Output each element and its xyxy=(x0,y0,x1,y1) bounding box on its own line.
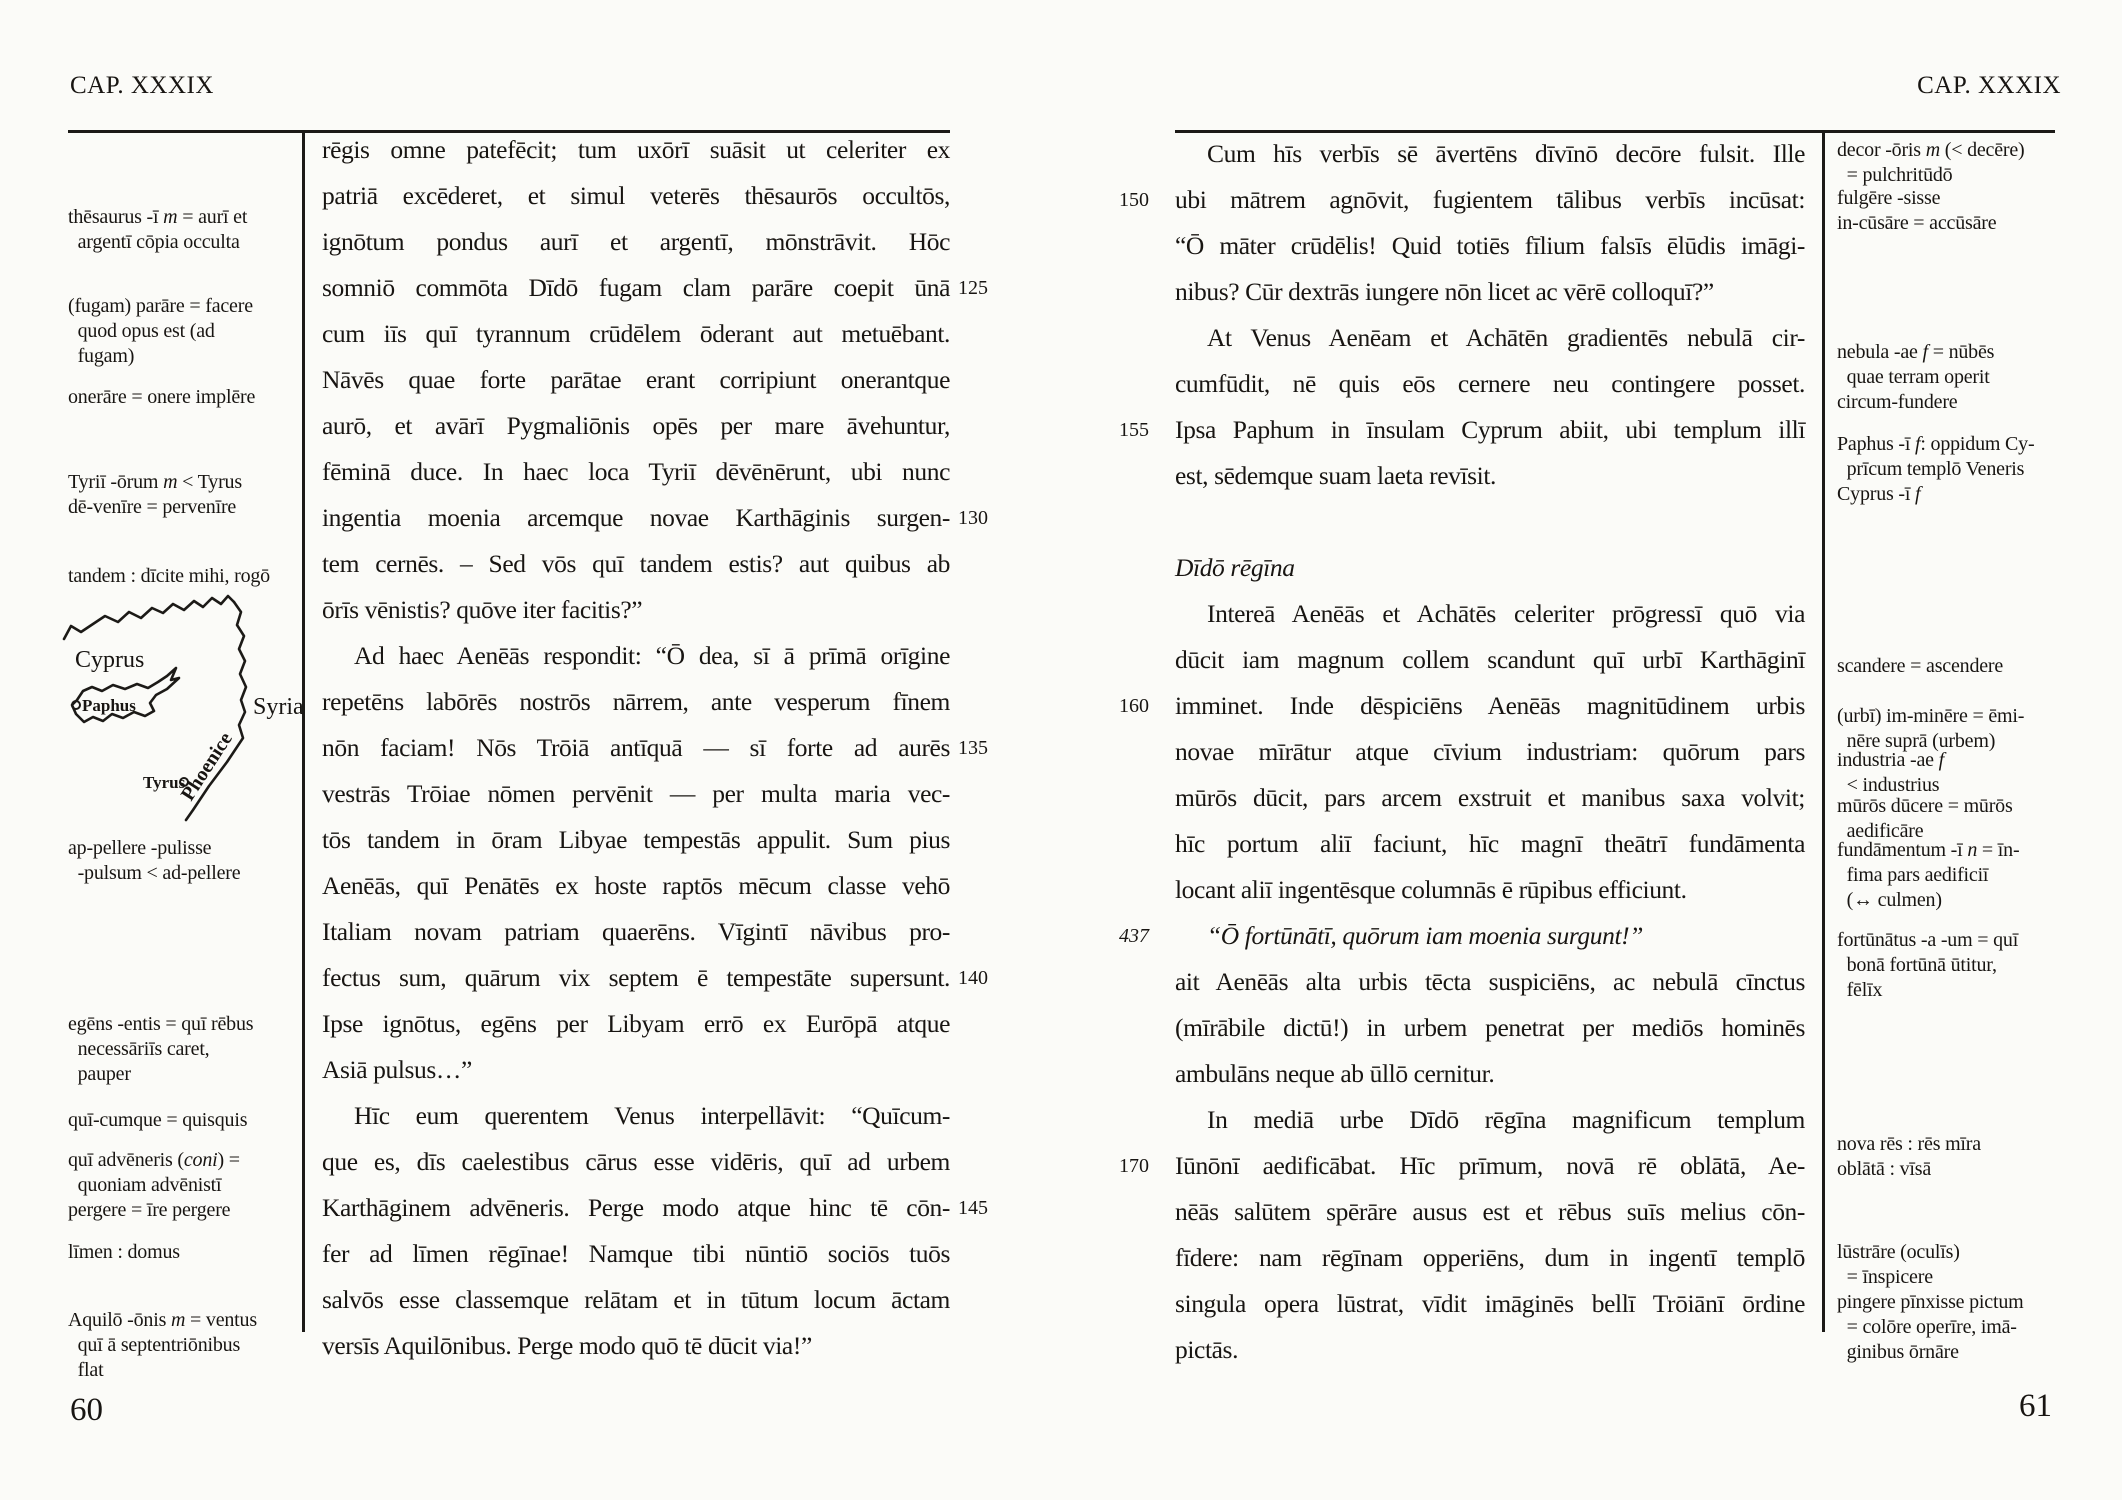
line-text: Dīdō rēgīna xyxy=(1175,553,1295,582)
map-label-phoenice: Phoenice xyxy=(176,728,237,805)
text-line xyxy=(1175,453,1805,499)
text-line xyxy=(1119,683,1805,729)
text-line xyxy=(322,817,950,863)
line-text: ait Aenēās alta urbis tēcta suspiciēns, ac nebulā cīnctus xyxy=(1175,967,1805,996)
line-text: vestrās Trōiae nōmen pervēnit — per multa maria vec- xyxy=(322,779,950,808)
text-line xyxy=(1175,1281,1805,1327)
text-line xyxy=(1175,1051,1805,1097)
text-line xyxy=(322,1139,950,1185)
line-text: novae mīrātur atque cīvium industriam: quōrum pars xyxy=(1175,737,1805,766)
chapter-header-right: CAP. XXXIX xyxy=(1917,72,2061,99)
margin-note: thēsaurus -ī m = aurī et argentī cōpia occulta xyxy=(68,206,248,253)
line-text: Aenēās, quī Penātēs ex hoste raptōs mēcum classe vehō xyxy=(322,871,950,900)
line-text: Cum hīs verbīs sē āvertēns dīvīnō decōre fulsit. Ille xyxy=(1207,139,1805,168)
text-line xyxy=(322,449,950,495)
text-line xyxy=(1175,821,1805,867)
text-line xyxy=(322,1001,950,1047)
line-text: somniō commōta Dīdō fugam clam parāre coepit ūnā xyxy=(322,273,950,302)
text-line xyxy=(1119,913,1805,959)
margin-note: onerāre = onere implēre xyxy=(68,386,256,408)
line-text: nēās salūtem spērāre ausus est et rēbus suīs melius cōn- xyxy=(1175,1197,1805,1226)
verse-line-number: 437 xyxy=(1119,925,1149,947)
text-line xyxy=(1175,1189,1805,1235)
verse-line-number: 160 xyxy=(1119,695,1149,717)
verse-line-number: 150 xyxy=(1119,189,1149,211)
line-text: Intereā Aenēās et Achātēs celeriter prōgressī quō via xyxy=(1207,599,1805,628)
text-line xyxy=(322,173,950,219)
line-text: dūcit iam magnum collem scandunt quī urbī Karthāginī xyxy=(1175,645,1805,674)
map-label-cyprus: Cyprus xyxy=(75,647,145,673)
margin-note: tandem : dīcite mihi, rogō xyxy=(68,565,270,587)
text-line xyxy=(1175,315,1805,361)
text-line xyxy=(322,679,950,725)
text-line xyxy=(1119,1143,1805,1189)
line-text: nibus? Cūr dextrās iungere nōn licet ac vērē colloquī?” xyxy=(1175,277,1714,306)
coastline-north xyxy=(64,596,234,639)
line-text: est, sēdemque suam laeta revīsit. xyxy=(1175,461,1497,490)
text-line xyxy=(322,357,950,403)
margin-note: egēns -entis = quī rēbus necessāriīs caret, pauper xyxy=(68,1013,254,1085)
verse-line-number: 145 xyxy=(958,1197,988,1219)
cyprus-syria-map xyxy=(55,592,307,832)
margin-note: nebula -ae f = nūbēs quae terram operit circum-fundere xyxy=(1837,341,1995,413)
line-text: singula opera lūstrat, vīdit imāginēs bellī Trōiānī ōrdine xyxy=(1175,1289,1805,1318)
line-text: hīc portum aliī faciunt, hīc magnī theātrī fundāmenta xyxy=(1175,829,1805,858)
main-text-left xyxy=(322,127,988,1369)
margin-note: fortūnātus -a -um = quī bonā fortūnā ūtitur, fēlīx xyxy=(1837,929,2019,1001)
line-text: fer ad līmen rēgīnae! Namque tibi nūntiō sociōs tuōs xyxy=(322,1239,950,1268)
line-text: que es, dīs caelestibus cārus esse vidēris, quī ad urbem xyxy=(322,1147,950,1176)
map-label-syria: Syria xyxy=(253,694,304,720)
line-text: tōs tandem in ōram Libyae tempestās appulit. Sum pius xyxy=(322,825,950,854)
line-text: Iūnōnī aedificābat. Hīc prīmum, novā rē oblātā, Ae- xyxy=(1175,1151,1805,1180)
verse-line-number: 130 xyxy=(958,507,988,529)
margin-notes-right xyxy=(1837,0,2077,1500)
text-line xyxy=(322,725,988,771)
line-text: Asiā pulsus…” xyxy=(322,1055,472,1084)
verse-line-number: 125 xyxy=(958,277,988,299)
text-line xyxy=(1175,775,1805,821)
text-line xyxy=(322,1185,988,1231)
margin-note: ap-pellere -pulisse -pulsum < ad-pellere xyxy=(68,837,241,884)
line-text: fēminā duce. In haec loca Tyriī dēvēnērunt, ubi nunc xyxy=(322,457,950,486)
text-line xyxy=(322,127,950,173)
line-text: At Venus Aenēam et Achātēn gradientēs nebulā cir- xyxy=(1207,323,1805,352)
text-line xyxy=(322,633,950,679)
line-text: ōrīs vēnistis? quōve iter facitis?” xyxy=(322,595,643,624)
line-text: “Ō fortūnātī, quōrum iam moenia surgunt!” xyxy=(1207,921,1644,950)
line-text: versīs Aquilōnibus. Perge modo quō tē dūcit via!” xyxy=(322,1331,812,1360)
map-label-paphus: Paphus xyxy=(82,696,136,715)
line-text: In mediā urbe Dīdō rēgīna magnificum templum xyxy=(1207,1105,1805,1134)
text-line xyxy=(322,1093,950,1139)
text-line xyxy=(1175,223,1805,269)
text-line xyxy=(322,495,988,541)
margin-divider-right xyxy=(1822,130,1825,1332)
margin-note: fundāmentum -ī n = īn- fima pars aedificiī (↔ culmen) xyxy=(1837,839,2020,911)
line-text: mūrōs dūcit, pars arcem exstruit et manibus saxa volvit; xyxy=(1175,783,1805,812)
line-text: fectus sum, quārum vix septem ē tempestāte supersunt. xyxy=(322,963,950,992)
line-text: (mīrābile dictū!) in urbem penetrat per mediōs hominēs xyxy=(1175,1013,1805,1042)
verse-line-number: 140 xyxy=(958,967,988,989)
text-line xyxy=(1119,407,1805,453)
line-text: ignōtum pondus aurī et argentī, mōnstrāvit. Hōc xyxy=(322,227,950,256)
margin-note: lūstrāre (oculīs) = īnspicere pingere pīnxisse pictum = colōre operīre, imā- ginibus ōrnāre xyxy=(1837,1241,2024,1363)
text-line xyxy=(322,541,950,587)
chapter-header-left: CAP. XXXIX xyxy=(70,72,214,99)
margin-note: decor -ōris m (< decēre) = pulchritūdō xyxy=(1837,139,2025,186)
line-text: locant aliī ingentēsque columnās ē rūpibus efficiunt. xyxy=(1175,875,1687,904)
text-line xyxy=(322,403,950,449)
text-line xyxy=(322,311,950,357)
text-line xyxy=(1119,177,1805,223)
line-text: Italiam novam patriam quaerēns. Vīgintī nāvibus pro- xyxy=(322,917,950,946)
line-text: Ad haec Aenēās respondit: “Ō dea, sī ā prīmā orīgine xyxy=(354,641,950,670)
text-line xyxy=(322,1047,950,1093)
text-line xyxy=(1175,591,1805,637)
margin-note: Tyriī -ōrum m < Tyrus dē-venīre = pervenīre xyxy=(68,471,242,518)
section-heading xyxy=(1175,545,1805,591)
blank-line xyxy=(1175,499,1805,545)
text-line xyxy=(1175,1327,1805,1373)
line-text: tem cernēs. – Sed vōs quī tandem estis? aut quibus ab xyxy=(322,549,950,578)
verse-line-number: 155 xyxy=(1119,419,1149,441)
text-line xyxy=(1175,131,1805,177)
verse-line-number: 170 xyxy=(1119,1155,1149,1177)
verse-line-number: 135 xyxy=(958,737,988,759)
line-text: Karthāginem advēneris. Perge modo atque hinc tē cōn- xyxy=(322,1193,950,1222)
line-text: ingentia moenia arcemque novae Karthāginis surgen- xyxy=(322,503,950,532)
line-text: aurō, et avārī Pygmaliōnis opēs per mare āvehuntur, xyxy=(322,411,950,440)
line-text: imminet. Inde dēspiciēns Aenēās magnitūdinem urbis xyxy=(1175,691,1805,720)
text-line xyxy=(322,587,950,633)
line-text: Ipse ignōtus, egēns per Libyam errō ex Eurōpā atque xyxy=(322,1009,950,1038)
main-text-right xyxy=(1119,131,1805,1373)
margin-note: mūrōs dūcere = mūrōs aedificāre xyxy=(1837,795,2013,842)
margin-note: (urbī) im-minēre = ēmi- nēre suprā (urbem) xyxy=(1837,705,2025,752)
margin-note: (fugam) parāre = facere quod opus est (ad fugam) xyxy=(68,295,253,367)
text-line xyxy=(1175,959,1805,1005)
text-line xyxy=(322,771,950,817)
line-text: cumfūdit, nē quis eōs cernere neu contingere posset. xyxy=(1175,369,1805,398)
line-text: nōn faciam! Nōs Trōiā antīquā — sī forte ad aurēs xyxy=(322,733,950,762)
line-text: repetēns labōrēs nostrōs nārrem, ante vesperum fīnem xyxy=(322,687,950,716)
line-text: Ipsa Paphum in īnsulam Cyprum abiit, ubi templum illī xyxy=(1175,415,1805,444)
text-line xyxy=(322,909,950,955)
text-line xyxy=(322,955,988,1001)
line-text: fīdere: nam rēgīnam opperiēns, dum in ingentī templō xyxy=(1175,1243,1805,1272)
text-line xyxy=(1175,1005,1805,1051)
text-line xyxy=(1175,1097,1805,1143)
text-line xyxy=(322,219,950,265)
line-text: salvōs esse classemque relātam et in tūtum locum āctam xyxy=(322,1285,950,1314)
line-text: cum iīs quī tyrannum crūdēlem ōderant aut metuēbant. xyxy=(322,319,950,348)
text-line xyxy=(1175,269,1805,315)
text-line xyxy=(322,265,988,311)
text-line xyxy=(1175,637,1805,683)
line-text: ubi mātrem agnōvit, fugientem tālibus verbīs incūsat: xyxy=(1175,185,1805,214)
text-line xyxy=(1175,867,1805,913)
page-number-left: 60 xyxy=(70,1392,103,1428)
margin-note: fulgēre -sisse in-cūsāre = accūsāre xyxy=(1837,187,1997,234)
text-line xyxy=(322,863,950,909)
margin-note: Aquilō -ōnis m = ventus quī ā septentriōnibus flat xyxy=(68,1309,257,1381)
text-line xyxy=(322,1231,950,1277)
margin-note: industria -ae f < industrius xyxy=(1837,749,1944,796)
text-line xyxy=(1175,361,1805,407)
margin-note: Paphus -ī f: oppidum Cy- prīcum templō Veneris Cyprus -ī f xyxy=(1837,433,2035,505)
text-line xyxy=(322,1277,950,1323)
line-text: Nāvēs quae forte parātae erant corripiunt onerantque xyxy=(322,365,950,394)
margin-note: nova rēs : rēs mīra oblātā : vīsā xyxy=(1837,1133,1981,1180)
text-line xyxy=(1175,1235,1805,1281)
margin-note: quī-cumque = quisquis xyxy=(68,1109,248,1131)
line-text: pictās. xyxy=(1175,1335,1239,1364)
line-text: “Ō māter crūdēlis! Quid totiēs fīlium falsīs ēlūdis imāgi- xyxy=(1175,231,1805,260)
margin-note: quī advēneris (coni) = quoniam advēnistī pergere = īre pergere xyxy=(68,1149,240,1221)
page-number-right: 61 xyxy=(2019,1388,2052,1424)
line-text: Hīc eum querentem Venus interpellāvit: “Quīcum- xyxy=(354,1101,950,1130)
margin-note: līmen : domus xyxy=(68,1241,180,1263)
line-text: ambulāns neque ab ūllō cernitur. xyxy=(1175,1059,1495,1088)
map-label-tyrus: Tyrus xyxy=(143,773,186,792)
margin-note: scandere = ascendere xyxy=(1837,655,2004,677)
line-text: patriā excēderet, et simul veterēs thēsaurōs occultōs, xyxy=(322,181,950,210)
line-text: rēgis omne patefēcit; tum uxōrī suāsit ut celeriter ex xyxy=(322,135,950,164)
text-line xyxy=(322,1323,950,1369)
text-line xyxy=(1175,729,1805,775)
